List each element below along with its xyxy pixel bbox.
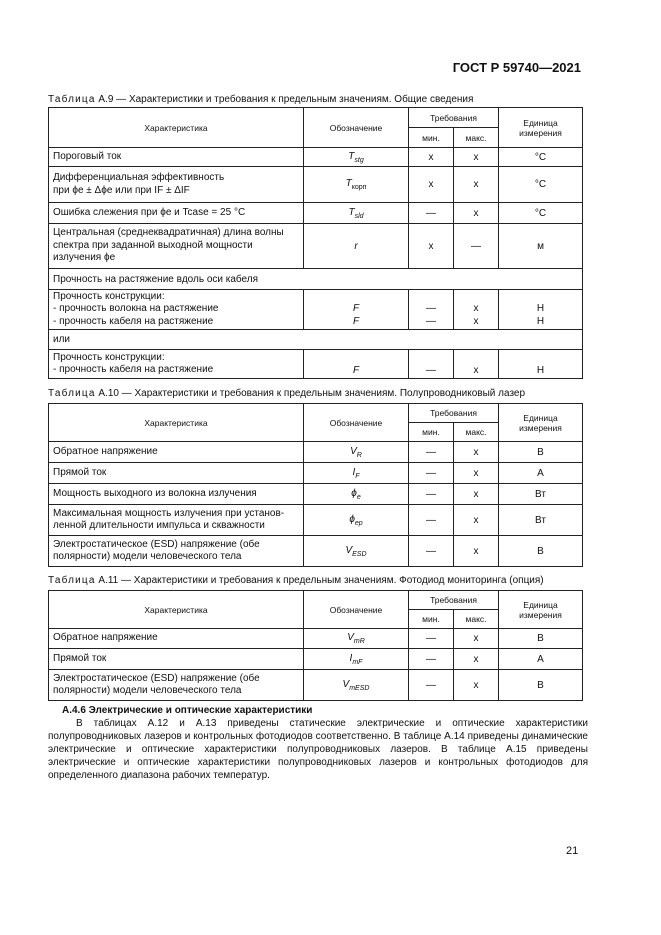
cell-unit: Вт	[499, 505, 583, 536]
table-row	[49, 269, 583, 290]
cell-full: или	[49, 330, 583, 350]
cell-characteristic: Дифференциальная эффективность при ϕe ± Δϕe или при IF ± ΔIF	[49, 167, 304, 203]
col-header-min: мин.	[409, 128, 454, 148]
col-header-symbol: Обозначение	[304, 404, 409, 442]
table-a9-caption	[48, 94, 473, 105]
col-header-symbol: Обозначение	[304, 591, 409, 629]
cell-max: х	[454, 505, 499, 536]
cell-unit: В	[499, 629, 583, 649]
cell-characteristic: Обратное напряжение	[49, 629, 304, 649]
table-a10	[48, 403, 583, 567]
cell-min: —	[409, 442, 454, 463]
cell-unit: Н	[499, 350, 583, 379]
caption-text: А.10 — Характеристики и требования к предельным значениям. Полупроводниковый лазер	[95, 388, 526, 399]
cell-unit: Н Н	[499, 290, 583, 330]
cell-max: х	[454, 350, 499, 379]
col-header-min: мин.	[409, 423, 454, 442]
col-header-requirements: Требования	[409, 404, 499, 423]
cell-symbol: F F	[304, 290, 409, 330]
cell-min: —	[409, 670, 454, 701]
cell-symbol: $\phi_{ep}$	[304, 505, 409, 536]
col-header-max: макс.	[454, 128, 499, 148]
col-header-max: макс.	[454, 423, 499, 442]
table-row	[49, 224, 583, 269]
cell-max: —	[454, 224, 499, 269]
standard-header: ГОСТ Р 59740—2021	[452, 60, 581, 75]
cell-characteristic: Обратное напряжение	[49, 442, 304, 463]
col-header-requirements: Требования	[409, 108, 499, 128]
cell-unit: Вт	[499, 484, 583, 505]
table-row	[49, 484, 583, 505]
col-header-unit: Единица измерения	[499, 591, 583, 629]
cell-characteristic: Ошибка слежения при ϕe и Tcase = 25 °C	[49, 203, 304, 224]
cell-characteristic: Максимальная мощность излучения при установ- ленной длительности импульса и скважности	[49, 505, 304, 536]
cell-characteristic: Электростатическое (ESD) напряжение (обе полярности) модели человеческого тела	[49, 536, 304, 567]
cell-max: х	[454, 442, 499, 463]
table-row	[49, 330, 583, 350]
table-a11	[48, 590, 583, 701]
section-paragraph: В таблицах А.12 и А.13 приведены статические электрические и оптические характеристики полупроводниковых лазеров и контрольных фотодиодов соответственно. В таблице А.14 приведены динамические электрические и оптические характеристики полупроводниковых лазеров. В таблице А.15 приведены электрические и оптические характеристики полупроводниковых лазеров и контрольных фотодиодов для определенного диапазона рабочих температур.	[48, 718, 588, 781]
table-row	[49, 442, 583, 463]
cell-characteristic: Пороговый ток	[49, 148, 304, 167]
cell-unit: А	[499, 649, 583, 670]
cell-unit: А	[499, 463, 583, 484]
section-a46	[48, 704, 588, 782]
caption-text: А.9 — Характеристики и требования к предельным значениям. Общие сведения	[95, 94, 474, 105]
caption-text: А.11 — Характеристики и требования к предельным значениям. Фотодиод мониторинга (опция)	[95, 575, 544, 586]
table-row	[49, 629, 583, 649]
col-header-unit: Единица измерения	[499, 108, 583, 148]
cell-max: х	[454, 536, 499, 567]
cell-symbol: $V_{mESD}$	[304, 670, 409, 701]
cell-min: х	[409, 167, 454, 203]
cell-min: —	[409, 484, 454, 505]
col-header-symbol: Обозначение	[304, 108, 409, 148]
cell-min: — —	[409, 290, 454, 330]
cell-min: —	[409, 463, 454, 484]
col-header-characteristic: Характеристика	[49, 591, 304, 629]
col-header-characteristic: Характеристика	[49, 404, 304, 442]
col-header-max: макс.	[454, 610, 499, 629]
section-title: А.4.6 Электрические и оптические характеристики	[62, 705, 313, 716]
cell-min: —	[409, 536, 454, 567]
cell-symbol: $T_{sld}$	[304, 203, 409, 224]
cell-characteristic: Прочность конструкции: - прочность волокна на растяжение - прочность кабеля на растяжение	[49, 290, 304, 330]
table-row	[49, 203, 583, 224]
cell-unit: В	[499, 536, 583, 567]
table-a11-caption	[48, 575, 544, 586]
cell-symbol: F	[304, 350, 409, 379]
cell-max: х	[454, 670, 499, 701]
table-row	[49, 670, 583, 701]
cell-min: —	[409, 649, 454, 670]
cell-symbol: $T_{stg}$	[304, 148, 409, 167]
cell-characteristic: Прямой ток	[49, 649, 304, 670]
cell-max: х	[454, 167, 499, 203]
cell-symbol: $V_{ESD}$	[304, 536, 409, 567]
table-a9	[48, 107, 583, 379]
cell-unit: м	[499, 224, 583, 269]
table-row	[49, 350, 583, 379]
page-number: 21	[566, 845, 579, 857]
cell-full: Прочность на растяжение вдоль оси кабеля	[49, 269, 583, 290]
cell-symbol: $\phi_e$	[304, 484, 409, 505]
table-a10-caption	[48, 388, 525, 399]
caption-label: Таблица	[48, 575, 96, 586]
cell-max: х	[454, 203, 499, 224]
col-header-requirements: Требования	[409, 591, 499, 610]
cell-characteristic: Центральная (среднеквадратичная) длина волны спектра при заданной выходной мощности излучения ϕe	[49, 224, 304, 269]
cell-unit: °С	[499, 203, 583, 224]
cell-max: х	[454, 463, 499, 484]
cell-unit: °С	[499, 148, 583, 167]
cell-symbol: $V_R$	[304, 442, 409, 463]
cell-symbol: $I_{mF}$	[304, 649, 409, 670]
col-header-min: мин.	[409, 610, 454, 629]
cell-characteristic: Прочность конструкции: - прочность кабеля на растяжение	[49, 350, 304, 379]
col-header-characteristic: Характеристика	[49, 108, 304, 148]
table-row	[49, 148, 583, 167]
cell-symbol: $T_{корп}$	[304, 167, 409, 203]
table-row	[49, 649, 583, 670]
table-row	[49, 505, 583, 536]
cell-min: —	[409, 203, 454, 224]
cell-unit: °С	[499, 167, 583, 203]
cell-max: х	[454, 649, 499, 670]
cell-min: —	[409, 629, 454, 649]
cell-max: х х	[454, 290, 499, 330]
table-row	[49, 536, 583, 567]
cell-characteristic: Мощность выходного из волокна излучения	[49, 484, 304, 505]
table-row	[49, 463, 583, 484]
cell-min: —	[409, 350, 454, 379]
table-row	[49, 290, 583, 330]
cell-symbol: $I_F$	[304, 463, 409, 484]
cell-symbol: $V_{mR}$	[304, 629, 409, 649]
caption-label: Таблица	[48, 388, 96, 399]
caption-label: Таблица	[48, 94, 96, 105]
cell-min: —	[409, 505, 454, 536]
cell-symbol: r	[304, 224, 409, 269]
cell-max: х	[454, 148, 499, 167]
table-row	[49, 167, 583, 203]
cell-characteristic: Электростатическое (ESD) напряжение (обе полярности) модели человеческого тела	[49, 670, 304, 701]
cell-max: х	[454, 484, 499, 505]
cell-characteristic: Прямой ток	[49, 463, 304, 484]
col-header-unit: Единица измерения	[499, 404, 583, 442]
cell-unit: В	[499, 670, 583, 701]
cell-min: х	[409, 224, 454, 269]
cell-min: х	[409, 148, 454, 167]
cell-unit: В	[499, 442, 583, 463]
cell-max: х	[454, 629, 499, 649]
